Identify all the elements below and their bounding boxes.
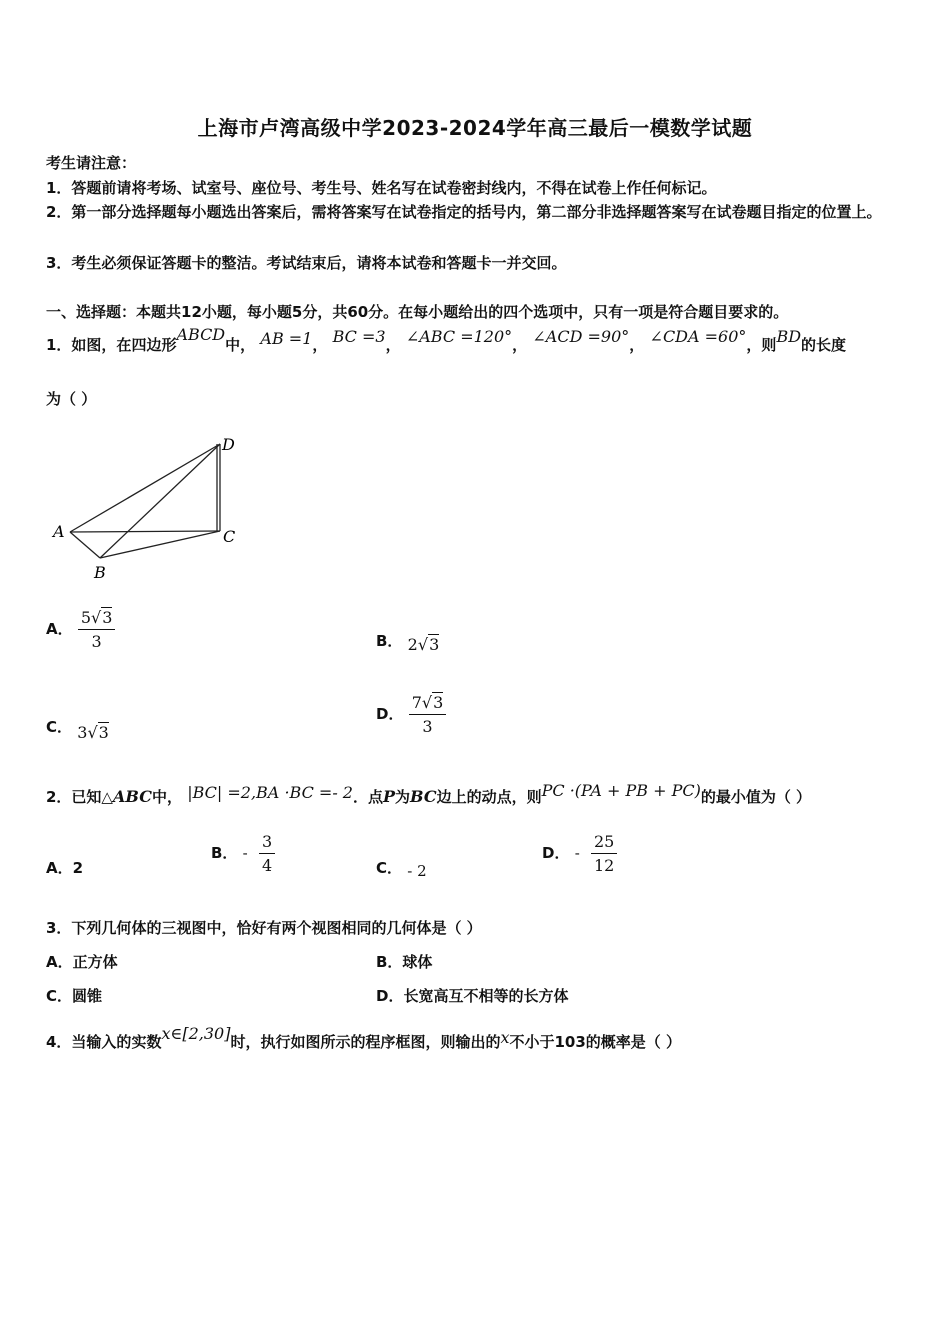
edge-ad — [70, 444, 220, 532]
vertex-label-d: D — [222, 435, 235, 454]
vertex-label-a: A — [53, 522, 65, 541]
vertex-label-b: B — [94, 563, 106, 582]
section-one-heading: 一、选择题：本题共12小题，每小题5分，共60分。在每小题给出的四个选项中，只有一项是符合题目要求的。 — [46, 303, 789, 321]
q1-option-b[interactable]: B． 2√3 — [376, 632, 440, 654]
q1-option-d[interactable]: D． $\frac{7√3}{3}$ — [376, 693, 446, 736]
q3-option-d[interactable]: D．长宽高互不相等的长方体 — [376, 987, 569, 1005]
q3-option-b[interactable]: B．球体 — [376, 953, 433, 971]
q1-option-a[interactable]: A． $\frac{5√3}{3}$ — [46, 608, 115, 651]
q3-option-c[interactable]: C．圆锥 — [46, 987, 103, 1005]
notice-item-3: 3．考生必须保证答题卡的整洁。考试结束后，请将本试卷和答题卡一并交回。 — [46, 254, 567, 272]
question-3-stem: 3．下列几何体的三视图中，恰好有两个视图相同的几何体是（ ） — [46, 919, 482, 937]
fraction: $\frac{3}{4}$ — [259, 832, 275, 875]
fraction: $\frac{7√3}{3}$ — [409, 693, 447, 736]
question-1-stem: 1．如图，在四边形ABCD中， AB =1， BC =3， ∠ABC =120°， ∠ACD =90°， ∠CDA =60°，则BD的长度 — [46, 325, 847, 354]
edge-bc — [100, 531, 220, 558]
q1-option-c[interactable]: C． 3√3 — [46, 718, 109, 742]
vertex-label-c: C — [223, 527, 236, 546]
q2-option-a[interactable]: A．2 — [46, 859, 84, 877]
fraction: $\frac{25}{12}$ — [591, 832, 617, 875]
edge-ab — [70, 532, 100, 558]
question-2-stem: 2．已知△ABC中， |BC| =2,BA ·BC =- 2．点P为BC边上的动点，则PC ·(PA + PB + PC)的最小值为（ ） — [46, 781, 812, 806]
q2-option-b[interactable]: B． - $\frac{3}{4}$ — [211, 832, 275, 875]
q2-option-c[interactable]: C． - 2 — [376, 859, 427, 880]
fraction: $\frac{5√3}{3}$ — [78, 608, 116, 651]
question-1-stem-end: 为（ ） — [46, 390, 97, 408]
notice-item-1: 1．答题前请将考场、试室号、座位号、考生号、姓名写在试卷密封线内，不得在试卷上作任何标记。 — [46, 179, 717, 197]
edge-ac — [70, 531, 220, 532]
edge-bd — [100, 444, 220, 558]
q2-option-d[interactable]: D． - $\frac{25}{12}$ — [542, 832, 617, 875]
notice-heading: 考生请注意： — [46, 154, 137, 172]
notice-item-2: 2．第一部分选择题每小题选出答案后，需将答案写在试卷指定的括号内，第二部分非选择题答案写在试卷题目指定的位置上。 — [46, 203, 882, 221]
exam-title: 上海市卢湾高级中学2023-2024学年高三最后一模数学试题 — [197, 116, 753, 140]
question-4-stem: 4．当输入的实数x∈[2,30]时，执行如图所示的程序框图，则输出的x不小于103的概率是（ ） — [46, 1024, 682, 1051]
q3-option-a[interactable]: A．正方体 — [46, 953, 118, 971]
quadrilateral-figure — [48, 432, 248, 582]
